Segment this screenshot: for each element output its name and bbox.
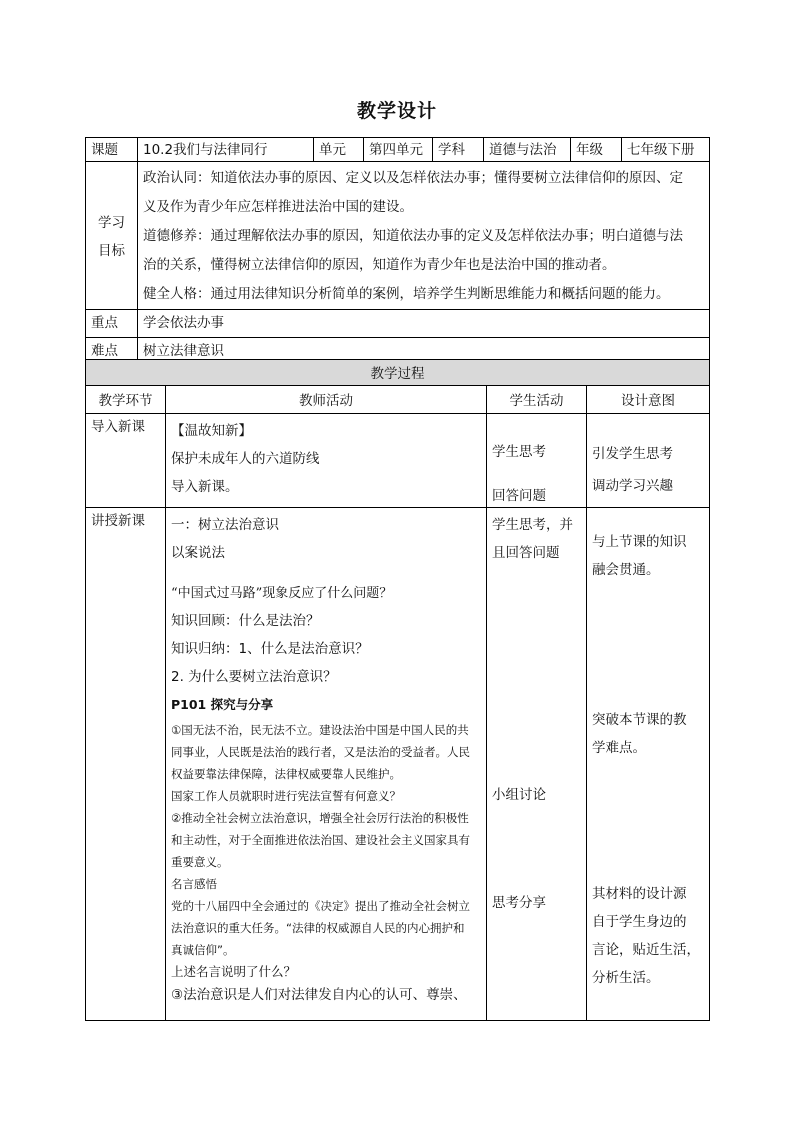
design-intent-lecture: 与上节课的知识 融会贯通。 突破本节课的教 学难点。 其材料的设计源 自于学生身边的 言论，贴近生活， 分析生活。 bbox=[587, 508, 710, 1021]
lesson-info-table bbox=[85, 137, 710, 366]
learning-goals bbox=[138, 162, 710, 310]
student-activity-lecture: 学生思考，并 且回答问题 小组讨论 思考分享 bbox=[487, 508, 587, 1021]
subject-label: 学科 bbox=[433, 138, 484, 162]
column-header: 教学环节 bbox=[86, 386, 166, 414]
column-header: 学生活动 bbox=[487, 386, 587, 414]
grade-value: 七年级下册 bbox=[622, 138, 710, 162]
goal-line: 义及作为青少年应怎样推进法治中国的建设。 bbox=[143, 199, 413, 215]
stage-lecture: 讲授新课 bbox=[86, 508, 166, 1021]
unit-label: 单元 bbox=[314, 138, 364, 162]
key-value: 学会依法办事 bbox=[138, 310, 710, 338]
difficulty-label: 难点 bbox=[86, 338, 138, 366]
design-intent-intro: 引发学生思考 调动学习兴趣 bbox=[587, 414, 710, 508]
teacher-activity-lecture: 一：树立法治意识 以案说法 “中国式过马路”现象反应了什么问题？ 知识回顾：什么是法治？ 知识归纳：1、什么是法治意识？ 2. 为什么要树立法治意识？ P101 探究与分享 ①国无法不治，民无法不立。建设法治中国是中国人民的共 同事业，人民既是法治的践行者，又是法治的受益者。人民 权益要靠法律保障，法律权威要靠人民维护。 国家工作人员就职时进行宪法宣誓有何意义？ ②推动全社会树立法治意识，增强全社会厉行法治的积极性 和主动性，对于全面推进依法治国、建设社会主义国家具有 重要意义。 名言感悟 党的十八届四中全会通过的《决定》提出了推动全社会树立 法治意识的重大任务。“法律的权威源自人民的内心拥护和 真诚信仰”。 上述名言说明了什么？ ③法治意识是人们对法律发自内心的认可、尊崇、 bbox=[166, 508, 487, 1021]
teacher-activity-intro: 【温故知新】 保护未成年人的六道防线 导入新课。 bbox=[166, 414, 487, 508]
goal-line: 健全人格：通过用法律知识分析简单的案例，培养学生判断思维能力和概括问题的能力。 bbox=[143, 286, 670, 302]
grade-label: 年级 bbox=[571, 138, 622, 162]
difficulty-value: 树立法律意识 bbox=[138, 338, 710, 366]
goal-line: 治的关系，懂得树立法律信仰的原因，知道作为青少年也是法治中国的推动者。 bbox=[143, 257, 616, 273]
stage-intro: 导入新课 bbox=[86, 414, 166, 508]
key-label: 重点 bbox=[86, 310, 138, 338]
goals-label: 学习 目标 bbox=[86, 162, 138, 310]
goal-line: 政治认同：知道依法办事的原因、定义以及怎样依法办事；懂得要树立法律信仰的原因、定 bbox=[143, 170, 683, 186]
process-header: 教学过程 bbox=[86, 360, 710, 386]
topic-value: 10.2我们与法律同行 bbox=[138, 138, 314, 162]
student-activity-intro: 学生思考 回答问题 bbox=[487, 414, 587, 508]
column-header: 教师活动 bbox=[166, 386, 487, 414]
column-header: 设计意图 bbox=[587, 386, 710, 414]
unit-value: 第四单元 bbox=[364, 138, 433, 162]
goal-line: 道德修养：通过理解依法办事的原因，知道依法办事的定义及怎样依法办事；明白道德与法 bbox=[143, 228, 683, 244]
topic-label: 课题 bbox=[86, 138, 138, 162]
page-title: 教学设计 bbox=[356, 100, 437, 122]
subject-value: 道德与法治 bbox=[484, 138, 571, 162]
teaching-process-table bbox=[85, 359, 710, 1021]
